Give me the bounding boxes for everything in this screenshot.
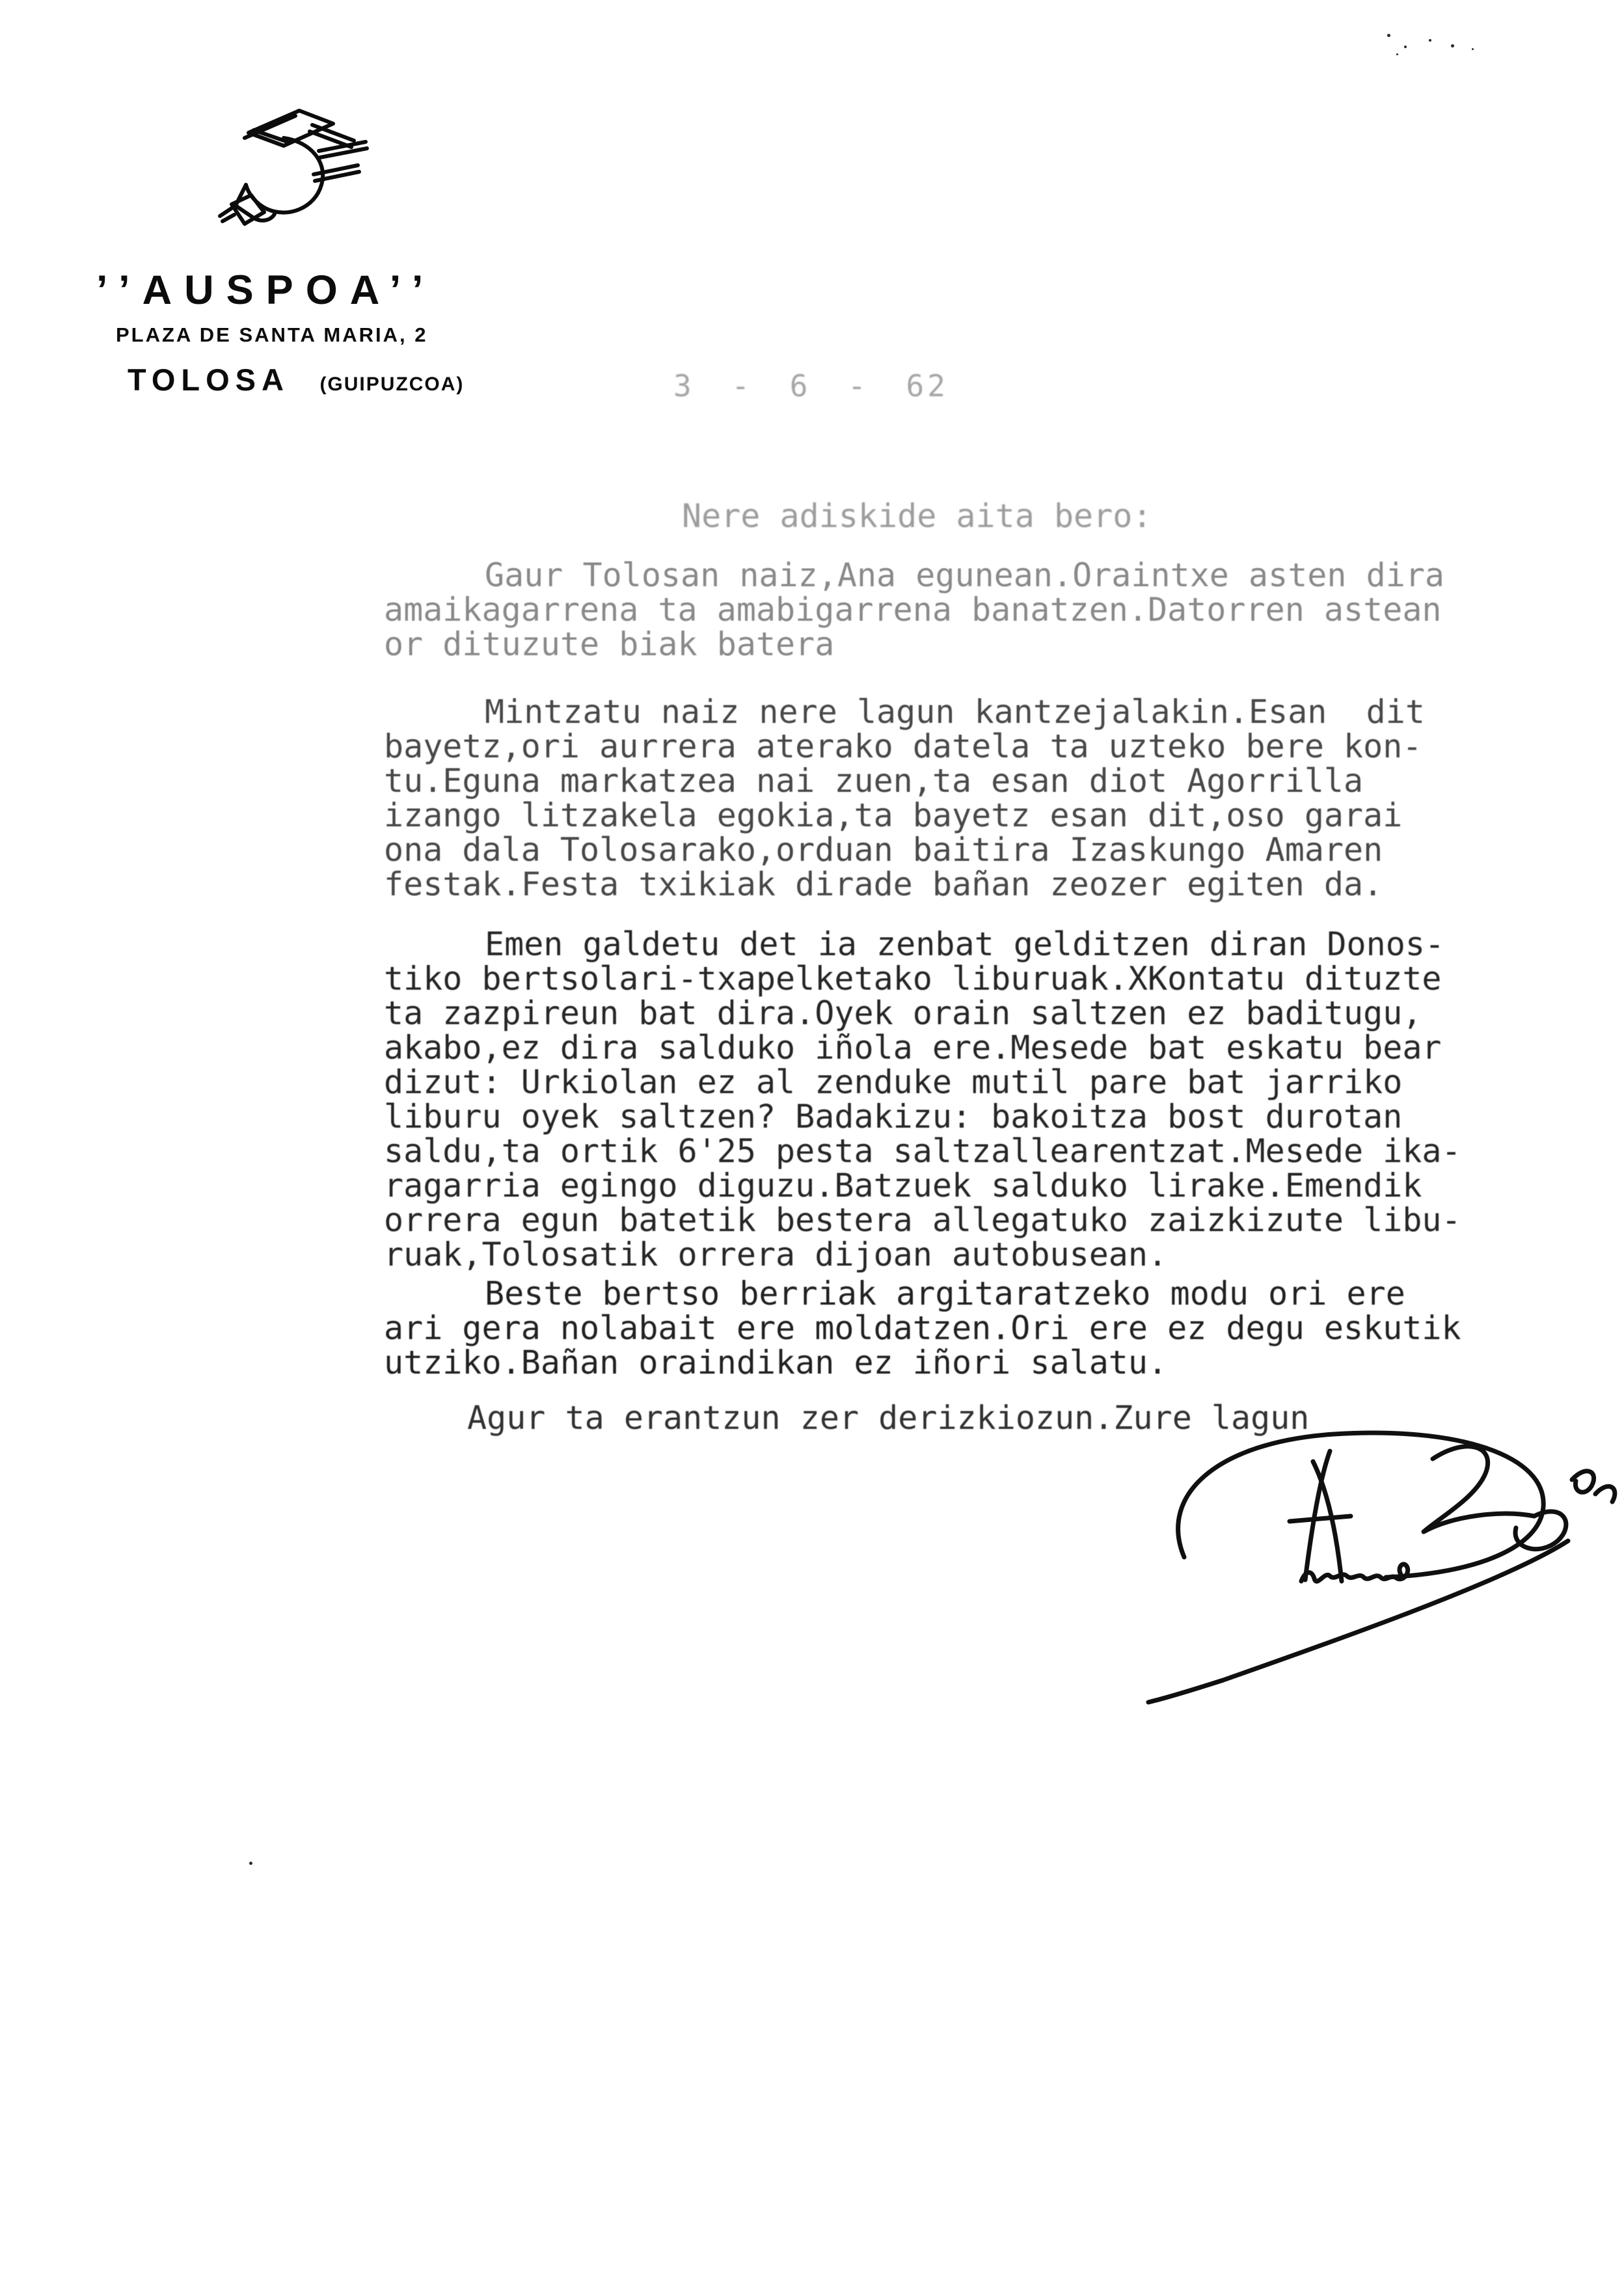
letterhead-province: (GUIPUZCOA) (319, 374, 465, 395)
letter-line: tiko bertsolari-txapelketako liburuak.XKontatu dituzte (384, 960, 1442, 998)
paragraph-2 (384, 695, 1503, 902)
signature-strokes (1148, 1433, 1615, 1702)
signature-autograph (1113, 1417, 1624, 1707)
letter-line: liburu oyek saltzen? Badakizu: bakoitza bost durotan (384, 1098, 1403, 1135)
letter-line: akabo,ez dira salduko iñola ere.Mesede bat eskatu bear (384, 1029, 1442, 1066)
letter-line: Emen galdetu det ia zenbat gelditzen diran Donos- (485, 925, 1445, 963)
scan-speckle (1404, 46, 1407, 48)
letterhead-city: TOLOSA (128, 362, 290, 397)
letter-line: izango litzakela egokia,ta bayetz esan dit,oso garai (384, 796, 1403, 834)
letterhead-address: PLAZA DE SANTA MARIA, 2 (116, 323, 428, 346)
scan-speckle (249, 1862, 252, 1865)
letter-line: ari gera nolabait ere moldatzen.Ori ere ez degu eskutik (384, 1309, 1461, 1347)
paragraph-1 (384, 558, 1503, 662)
scan-speckle (1472, 48, 1474, 50)
letter-line: utziko.Bañan oraindikan ez iñori salatu. (384, 1344, 1168, 1381)
paragraph-3 (384, 927, 1503, 1272)
letter-line: orrera egun batetik bestera allegatuko zaizkizute libu- (384, 1201, 1461, 1239)
letter-line: Gaur Tolosan naiz,Ana egunean.Oraintxe asten dira (485, 556, 1445, 594)
letter-line: or dituzute biak batera (384, 625, 835, 663)
letter-line: ragarria egingo diguzu.Batzuek salduko lirake.Emendik (384, 1167, 1422, 1204)
scan-speckle (1451, 44, 1454, 48)
scan-speckle (1429, 39, 1431, 42)
letter-line: bayetz,ori aurrera aterako datela ta uzteko bere kon- (384, 727, 1422, 765)
letter-line: dizut: Urkiolan ez al zenduke mutil pare bat jarriko (384, 1063, 1403, 1101)
letter-line: festak.Festa txikiak dirade bañan zeozer egiten da. (384, 865, 1383, 903)
letter-line: tu.Eguna markatzea nai zuen,ta esan diot Agorrilla (384, 762, 1364, 800)
letter-line: ona dala Tolosarako,orduan baitira Izaskungo Amaren (384, 831, 1383, 869)
letter-line: amaikagarrena ta amabigarrena banatzen.Datorren astean (384, 591, 1442, 629)
scan-speckle (1387, 34, 1390, 37)
letter-line: ruak,Tolosatik orrera dijoan autobusean. (384, 1236, 1168, 1273)
letter-line: ta zazpireun bat dira.Oyek orain saltzen ez baditugu, (384, 994, 1422, 1032)
letter-line: Mintzatu naiz nere lagun kantzejalakin.Esan dit (485, 693, 1425, 731)
closing-line: Agur ta erantzun zer derizkiozun.Zure lagun (467, 1399, 1310, 1437)
typed-date: 3 - 6 - 62 (673, 368, 949, 403)
letter-line: saldu,ta ortik 6'25 pesta saltzallearentzat.Mesede ika- (384, 1132, 1461, 1170)
paragraph-4 (384, 1277, 1503, 1380)
scan-speckle (1396, 53, 1398, 55)
letterhead-brand: ’’AUSPOA’’ (96, 267, 436, 313)
letter-line: Beste bertso berriak argitaratzeko modu ori ere (485, 1275, 1405, 1312)
salutation: Nere adiskide aita bero: (682, 497, 1152, 535)
